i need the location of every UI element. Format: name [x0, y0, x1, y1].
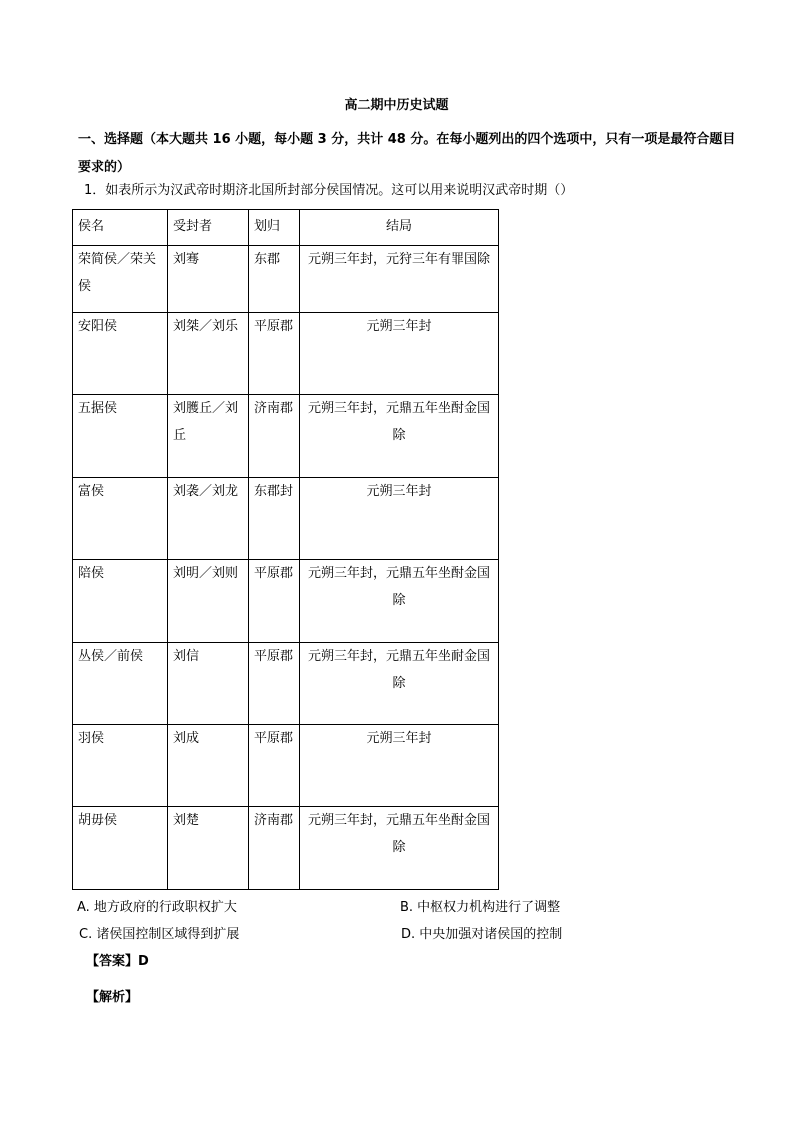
table-cell: 平原郡: [249, 313, 300, 395]
header-cell: 受封者: [168, 210, 249, 246]
table-row: [73, 395, 499, 478]
table-row: [73, 560, 499, 643]
table-cell: 刘楚: [168, 807, 249, 890]
table-cell: 元朔三年封，元鼎五年坐酎金国除: [300, 807, 499, 890]
table-cell: 元朔三年封，元狩三年有罪国除: [300, 246, 499, 313]
table-cell: 刘信: [168, 643, 249, 725]
table-cell: 安阳侯: [73, 313, 168, 395]
table-cell: 荣简侯／荣关侯: [73, 246, 168, 313]
table-cell: 平原郡: [249, 560, 300, 643]
table-cell: 元朔三年封，元鼎五年坐酎金国除: [300, 395, 499, 478]
table-cell: 元朔三年封，元鼎五年坐酎金国除: [300, 560, 499, 643]
section-heading: 一、选择题（本大题共 16 小题，每小题 3 分，共计 48 分。在每小题列出的四个选项中，只有一项是最符合题目要求的）: [78, 132, 736, 175]
page-title: 高二期中历史试题: [344, 98, 449, 113]
table-cell: 元朔三年封: [300, 313, 499, 395]
option-d[interactable]: D. 中央加强对诸侯国的控制: [401, 927, 563, 942]
table-cell: 羽侯: [73, 725, 168, 807]
option-b[interactable]: B. 中枢权力机构进行了调整: [400, 900, 561, 915]
table-cell: 平原郡: [249, 643, 300, 725]
table-row: [73, 643, 499, 725]
table-cell: 胡毋侯: [73, 807, 168, 890]
header-cell: 划归: [249, 210, 300, 246]
table-cell: 济南郡: [249, 395, 300, 478]
table-cell: 富侯: [73, 478, 168, 560]
answer-label: 【答案】D: [86, 954, 149, 969]
table-cell: 刘明／刘则: [168, 560, 249, 643]
marquis-table: [72, 209, 499, 890]
analysis-label: 【解析】: [86, 990, 139, 1005]
table-cell: 刘桀／刘乐: [168, 313, 249, 395]
table-cell: 刘臒丘／刘丘: [168, 395, 249, 478]
table-row: [73, 478, 499, 560]
table-cell: 丛侯／前侯: [73, 643, 168, 725]
table-cell: 平原郡: [249, 725, 300, 807]
header-cell: 结局: [300, 210, 499, 246]
table-cell: 元朔三年封: [300, 478, 499, 560]
table-cell: 五据侯: [73, 395, 168, 478]
table-header-row: [73, 210, 499, 246]
table-cell: 元朔三年封: [300, 725, 499, 807]
option-c[interactable]: C. 诸侯国控制区域得到扩展: [79, 927, 240, 942]
table-cell: 刘成: [168, 725, 249, 807]
question-stem: 1．如表所示为汉武帝时期济北国所封部分侯国情况。这可以用来说明汉武帝时期（）: [84, 183, 574, 198]
table-cell: 刘袭／刘龙: [168, 478, 249, 560]
table-row: [73, 725, 499, 807]
option-a[interactable]: A. 地方政府的行政职权扩大: [77, 900, 237, 915]
table-cell: 东郡: [249, 246, 300, 313]
table-row: [73, 246, 499, 313]
table-row: [73, 313, 499, 395]
table-cell: 济南郡: [249, 807, 300, 890]
table-cell: 刘骞: [168, 246, 249, 313]
table-cell: 东郡封: [249, 478, 300, 560]
table-row: [73, 807, 499, 890]
table-cell: 元朔三年封，元鼎五年坐耐金国除: [300, 643, 499, 725]
header-cell: 侯名: [73, 210, 168, 246]
table-cell: 陪侯: [73, 560, 168, 643]
